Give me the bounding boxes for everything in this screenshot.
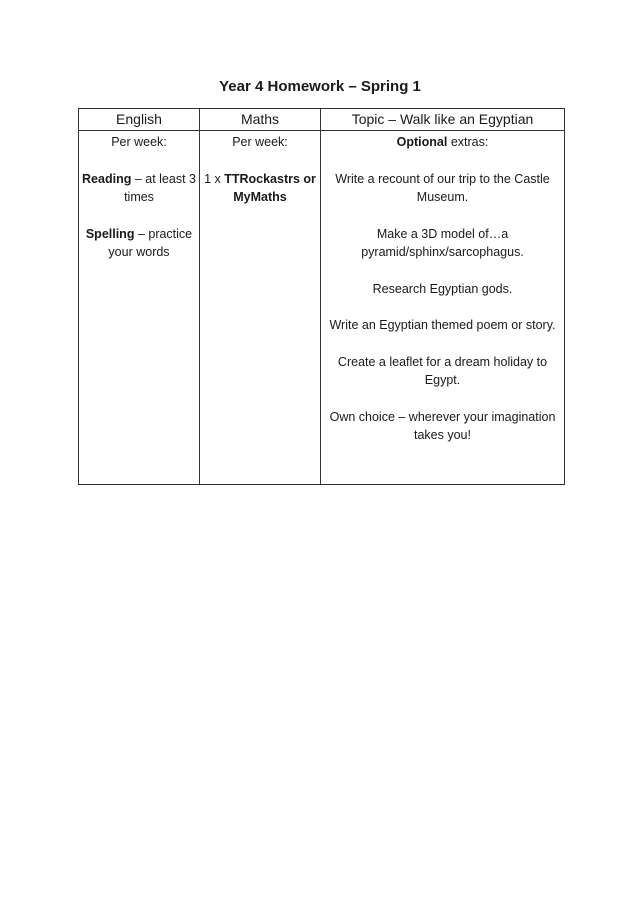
header-topic: Topic – Walk like an Egyptian bbox=[321, 109, 565, 131]
optional-label: Optional bbox=[396, 135, 448, 149]
page-title: Year 4 Homework – Spring 1 bbox=[219, 78, 421, 95]
english-reading bbox=[82, 170, 196, 207]
topic-item: Make a 3D model of…a pyramid/sphinx/sarcophagus. bbox=[361, 226, 524, 259]
homework-table bbox=[78, 108, 565, 485]
topic-item: Create a leaflet for a dream holiday to Egypt. bbox=[337, 354, 548, 387]
topic-item: Research Egyptian gods. bbox=[372, 281, 513, 296]
header-maths: Maths bbox=[200, 109, 321, 131]
reading-label: Reading bbox=[82, 171, 132, 186]
topic-item: Own choice – wherever your imagination takes you! bbox=[329, 409, 556, 442]
topic-cell bbox=[321, 131, 565, 485]
reading-text: – at least 3 times bbox=[124, 171, 196, 204]
optional-text: extras: bbox=[447, 135, 489, 149]
english-spelling bbox=[82, 225, 196, 262]
content-row bbox=[79, 131, 565, 485]
maths-cell bbox=[200, 131, 321, 485]
maths-task-prefix: 1 x bbox=[204, 171, 225, 186]
maths-task bbox=[203, 170, 317, 207]
maths-per-week: Per week: bbox=[232, 135, 288, 149]
header-english: English bbox=[79, 109, 200, 131]
english-cell bbox=[79, 131, 200, 485]
spelling-text: – practice your words bbox=[108, 226, 193, 259]
topic-item: Write a recount of our trip to the Castle Museum. bbox=[335, 171, 550, 204]
english-per-week: Per week: bbox=[111, 135, 167, 149]
topic-optional bbox=[324, 133, 561, 152]
maths-task-name: TTRockastrs or MyMaths bbox=[224, 171, 316, 204]
spelling-label: Spelling bbox=[85, 226, 135, 241]
header-row bbox=[79, 109, 565, 131]
topic-item: Write an Egyptian themed poem or story. bbox=[329, 318, 556, 332]
